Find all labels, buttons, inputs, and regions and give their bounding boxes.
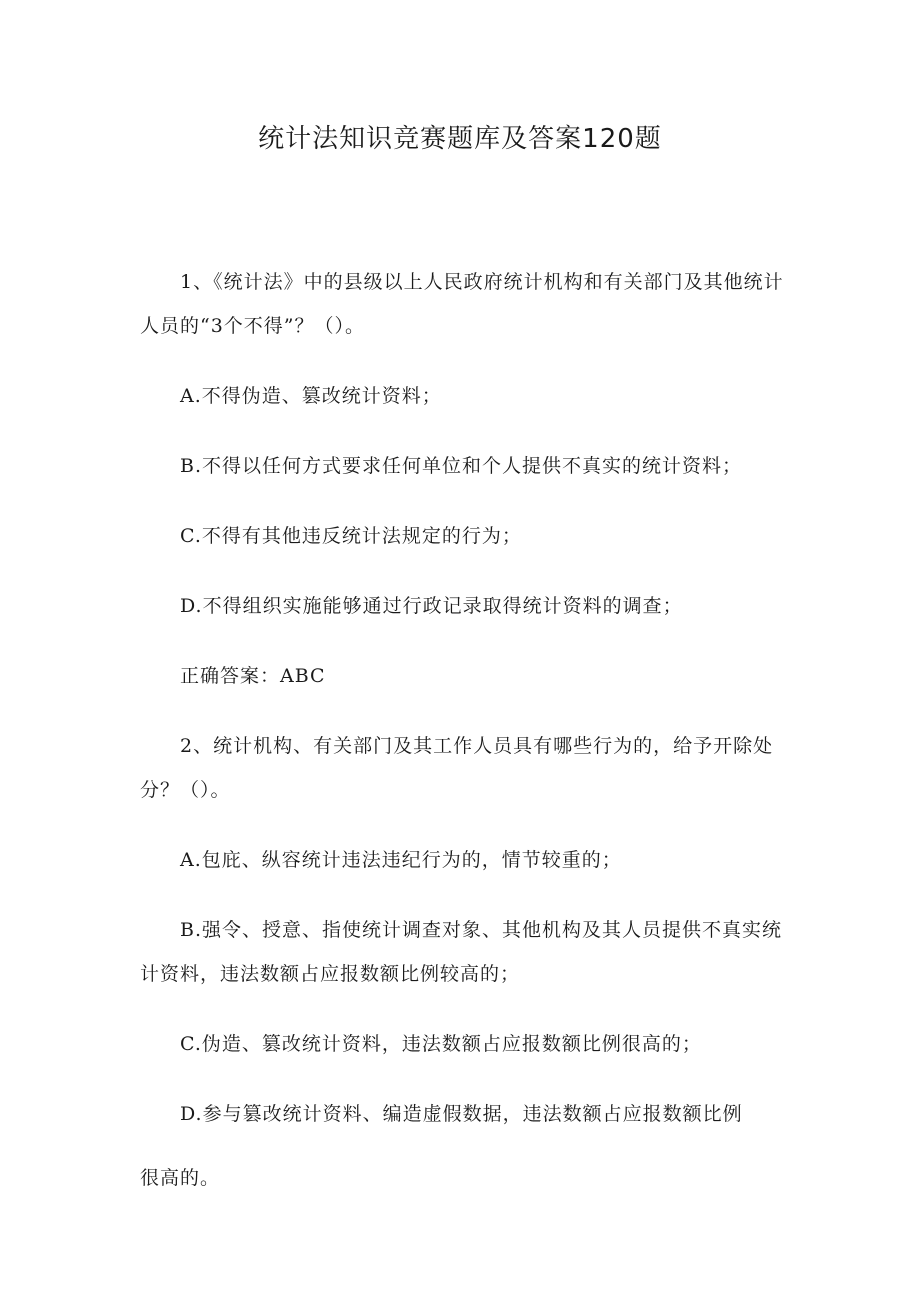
document-title: 统计法知识竞赛题库及答案120题 <box>258 124 662 154</box>
option-c: C.伪造、篡改统计资料，违法数额占应报数额比例很高的； <box>180 1033 702 1055</box>
option-d-continuation: 很高的。 <box>140 1167 221 1189</box>
option-c: C.不得有其他违反统计法规定的行为； <box>180 525 522 547</box>
document-body <box>140 260 790 1200</box>
option-b: B.强令、授意、指使统计调查对象、其他机构及其人员提供不真实统计资料，违法数额占应报数额比例较高的； <box>140 919 783 985</box>
option-b: B.不得以任何方式要求任何单位和个人提供不真实的统计资料； <box>180 455 743 477</box>
option-d: D.不得组织实施能够通过行政记录取得统计资料的调查； <box>180 595 683 617</box>
correct-answer: 正确答案：ABC <box>180 665 326 687</box>
option-d: D.参与篡改统计资料、编造虚假数据，违法数额占应报数额比例 <box>180 1103 743 1125</box>
question-stem: 2、统计机构、有关部门及其工作人员具有哪些行为的，给予开除处分？（）。 <box>140 735 774 801</box>
question-stem: 1、《统计法》中的县级以上人民政府统计机构和有关部门及其他统计人员的“3个不得”？（）。 <box>140 271 784 337</box>
option-a: A.不得伪造、篡改统计资料； <box>180 385 442 407</box>
option-a: A.包庇、纵容统计违法违纪行为的，情节较重的； <box>180 849 622 871</box>
